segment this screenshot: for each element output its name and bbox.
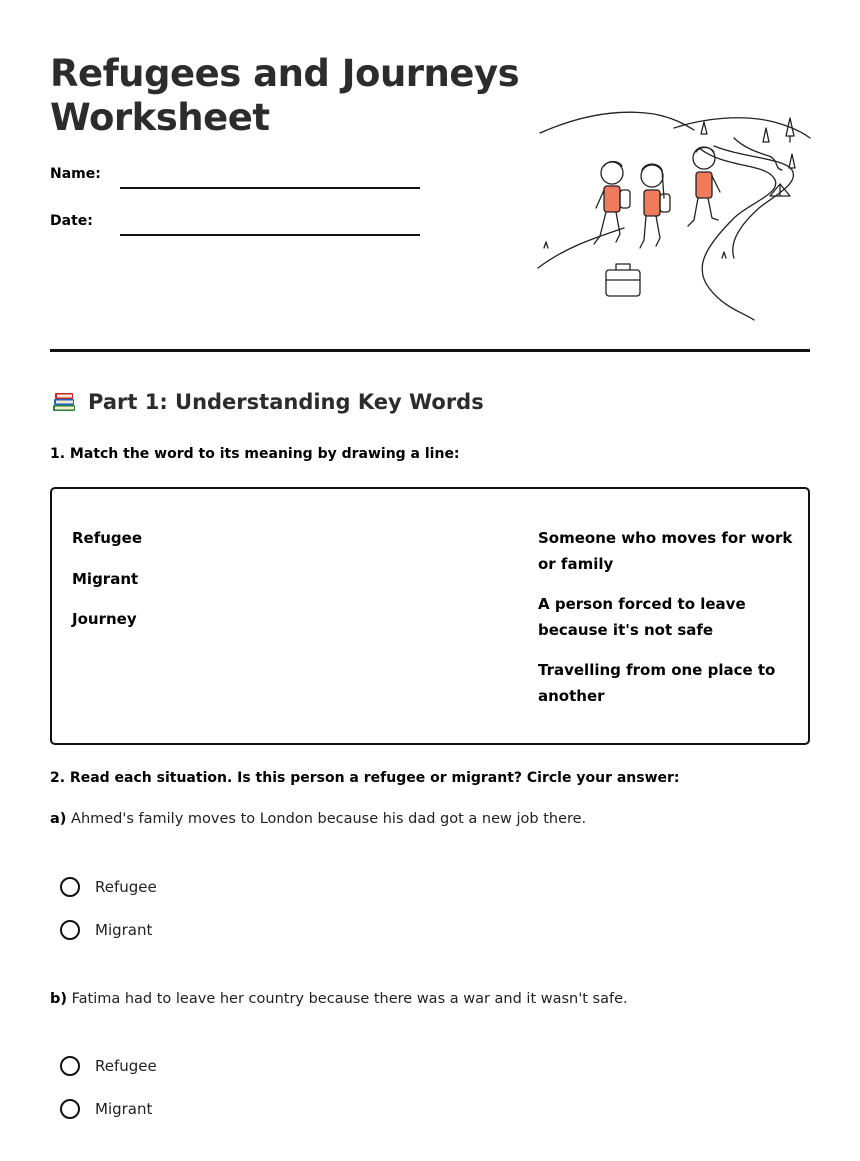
- date-field[interactable]: [120, 234, 420, 236]
- situation-b-text: Fatima had to leave her country because there was a war and it wasn't safe.: [71, 991, 628, 1007]
- situation-a: [50, 811, 586, 827]
- match-word-journey[interactable]: Journey: [72, 610, 137, 628]
- matching-box: [50, 487, 810, 745]
- situation-a-letter: a): [50, 811, 67, 827]
- situation-a-option-refugee[interactable]: [60, 877, 157, 897]
- header-divider: [50, 349, 810, 352]
- question-1: 1. Match the word to its meaning by drawing a line:: [50, 446, 460, 462]
- children-journey-illustration: [534, 108, 814, 323]
- part1-heading: [50, 388, 484, 416]
- question-2: 2. Read each situation. Is this person a refugee or migrant? Circle your answer:: [50, 770, 680, 786]
- books-icon: [50, 388, 78, 416]
- match-definition-2[interactable]: A person forced to leave because it's not safe: [538, 595, 746, 639]
- radio-circle[interactable]: [60, 920, 80, 940]
- option-label: Migrant: [95, 1100, 153, 1118]
- name-field[interactable]: [120, 187, 420, 189]
- situation-a-text: Ahmed's family moves to London because his dad got a new job there.: [71, 811, 587, 827]
- match-definition-3[interactable]: Travelling from one place to another: [538, 661, 776, 705]
- radio-circle[interactable]: [60, 1099, 80, 1119]
- page-title: Refugees and Journeys Worksheet: [50, 52, 520, 139]
- date-label: Date:: [50, 213, 93, 229]
- radio-circle[interactable]: [60, 1056, 80, 1076]
- name-label: Name:: [50, 166, 101, 182]
- option-label: Refugee: [95, 1057, 157, 1075]
- part1-title: Part 1: Understanding Key Words: [88, 390, 484, 414]
- match-word-refugee[interactable]: Refugee: [72, 529, 143, 547]
- situation-b-option-refugee[interactable]: [60, 1056, 157, 1076]
- option-label: Refugee: [95, 878, 157, 896]
- match-definition-1[interactable]: Someone who moves for work or family: [538, 529, 793, 573]
- situation-b-letter: b): [50, 991, 68, 1007]
- situation-b: [50, 991, 628, 1007]
- situation-a-option-migrant[interactable]: [60, 920, 152, 940]
- match-word-migrant[interactable]: Migrant: [72, 570, 139, 588]
- radio-circle[interactable]: [60, 877, 80, 897]
- option-label: Migrant: [95, 921, 153, 939]
- situation-b-option-migrant[interactable]: [60, 1099, 152, 1119]
